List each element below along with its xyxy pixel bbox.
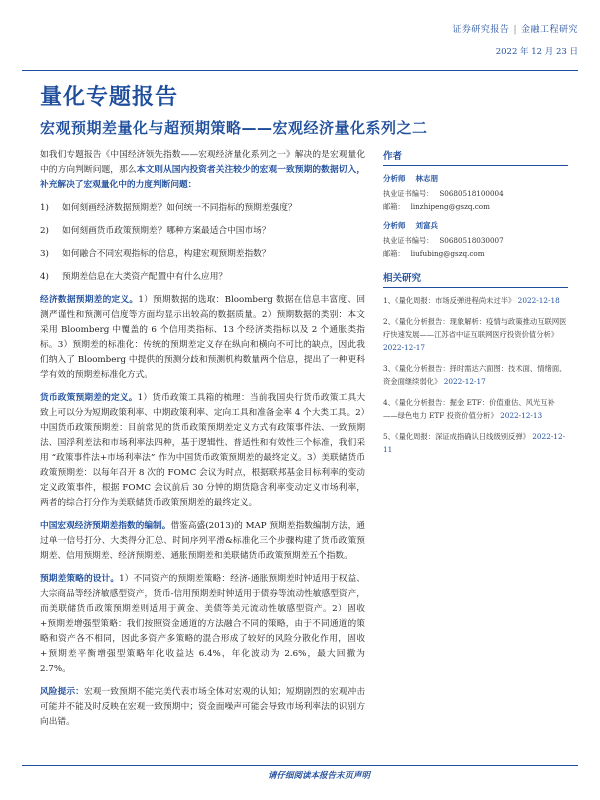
list-item bbox=[40, 270, 365, 285]
intro-paragraph bbox=[40, 148, 365, 193]
related-title: 4、《量化分析报告：掘金 ETF：价值重估、风光互补——绿色电力 ETF 投资价值分析》 bbox=[383, 398, 555, 420]
report-body bbox=[40, 148, 365, 738]
header-category bbox=[452, 22, 578, 35]
email-label: 邮箱： bbox=[383, 249, 405, 258]
related-title: 2、《量化分析报告：现象解析：疫情与政策推动互联网医疗快速发展——江苏省中证互联网医疗投资价值分析》 bbox=[383, 317, 567, 339]
question-text: 如何刻画货币政策预期差？哪种方案最适合中国市场？ bbox=[62, 226, 271, 236]
related-title: 5、《量化周报：深证成指确认日线级别反弹》 bbox=[383, 432, 530, 441]
related-date: 2022-12-17 bbox=[383, 343, 426, 352]
section-text: 借鉴高盛(2013)的 MAP 预期差指数编制方法，通过单一信号打分、大类得分汇总、时间序列平滑&标准化三个步骤构建了货币政策预期差、信用预期差、经济预期差、通胀预期差和美联储货币政策预期差五个指数。 bbox=[40, 521, 365, 561]
author-line bbox=[383, 219, 568, 232]
list-item bbox=[40, 224, 365, 239]
author-name: 刘富兵 bbox=[415, 221, 438, 230]
header-divider bbox=[22, 70, 578, 71]
section-paragraph bbox=[40, 572, 365, 677]
author-card bbox=[383, 172, 568, 213]
license-label: 执业证书编号： bbox=[383, 189, 434, 198]
page-footer bbox=[0, 763, 600, 782]
author-role: 分析师 bbox=[383, 221, 406, 230]
email-address[interactable]: linzhipeng@gszq.com bbox=[410, 202, 490, 211]
author-email bbox=[383, 200, 568, 213]
email-address[interactable]: liufubing@gszq.com bbox=[410, 249, 485, 258]
author-card bbox=[383, 219, 568, 260]
footer-disclaimer: 请仔细阅读本报告末页声明 bbox=[267, 771, 370, 781]
license-number: S0680518030007 bbox=[439, 236, 504, 245]
list-item bbox=[40, 247, 365, 262]
author-role: 分析师 bbox=[383, 174, 406, 183]
authors-heading: 作者 bbox=[383, 148, 568, 166]
intro-emphasis: 本文则从国内投资者关注较少的宏观一致预期的数据切入，补充解决了宏观量化中的力度判断问题： bbox=[40, 165, 366, 190]
risk-paragraph bbox=[40, 685, 365, 730]
author-name: 林志朋 bbox=[415, 174, 438, 183]
related-date: 2022-12-11 bbox=[383, 432, 566, 454]
author-line bbox=[383, 172, 568, 185]
related-item[interactable] bbox=[383, 430, 568, 456]
related-item[interactable] bbox=[383, 362, 568, 388]
related-date: 2022-12-17 bbox=[443, 377, 486, 386]
section-lead: 预期差策略的设计。 bbox=[40, 574, 120, 584]
risk-text: 宏观一致预期不能完美代表市场全体对宏观的认知；短期剧烈的宏观冲击可能并不能及时反映在宏观一致预期中；资金面噪声可能会导致市场利率法的识别方向出错。 bbox=[40, 687, 366, 727]
question-text: 预期差信息在大类资产配置中有什么应用？ bbox=[62, 272, 228, 282]
question-number: 4) bbox=[40, 272, 49, 282]
report-header bbox=[452, 22, 578, 57]
author-license bbox=[383, 234, 568, 247]
question-number: 2) bbox=[40, 226, 49, 236]
related-date: 2022-12-13 bbox=[500, 411, 543, 420]
email-label: 邮箱： bbox=[383, 202, 405, 211]
section-text: 1）货币政策工具箱的梳理：当前我国央行货币政策工具大致上可以分为短期政策利率、中期政策利率、定向工具和准备金率 4 个大类工具。2）中国货币政策预期差：目前常见的货币政策预期差定义方式有政策事件法、一致预期法、国浮利差法和市场利率法四种，基于逻辑性、普适性和有效性三个标准，我们采用 “政策事件法+市场利率法” 作为中国货币政策预期差的最终定义。3）美联储货币政策预期差：以每年召开 8 次的 FOMC 会议为时点，根据联邦基金目标利率的变动定义政策事件，根据 FOMC 会议前后 30 分钟的期货隐含利率变动定义市场利率，两者的综合打分作为美联储货币政策预期差的最终定义。 bbox=[40, 393, 366, 508]
list-item bbox=[40, 201, 365, 216]
related-item[interactable] bbox=[383, 396, 568, 422]
related-title: 1、《量化周报：市场反弹进程尚未过半》 bbox=[383, 296, 516, 305]
report-date: 2022 年 12 月 23 日 bbox=[495, 47, 578, 57]
section-lead: 货币政策预期差的定义。 bbox=[40, 393, 138, 403]
header-category-label: 证券研究报告 bbox=[452, 25, 510, 35]
section-text: 1）预期数据的选取：Bloomberg 数据在信息丰富度、回测严谨性和预测可信度等方面均显示出较高的数据质量。2）预期数据的类别：本文采用 Bloomberg 中覆盖的 6 个信用类指标、13 个经济类指标以及 2 个通胀类指标。3）预期差的标准化：传统的预期差定义存在纵向和横向不可比的缺点，因此我们纳入了 Bloomberg 中提供的预测分歧和预测机构数量两个信息，提出了一种更科学有效的预期差标准化方式。 bbox=[40, 295, 366, 380]
question-number: 1) bbox=[40, 203, 49, 213]
related-date: 2022-12-18 bbox=[517, 296, 560, 305]
license-label: 执业证书编号： bbox=[383, 236, 434, 245]
header-subcategory-label: 金融工程研究 bbox=[520, 25, 578, 35]
question-list bbox=[40, 201, 365, 285]
question-text: 如何融合不同宏观指标的信息，构建宏观预期差指数？ bbox=[62, 249, 271, 259]
related-item[interactable] bbox=[383, 315, 568, 354]
license-number: S0680518100004 bbox=[439, 189, 504, 198]
section-paragraph bbox=[40, 293, 365, 383]
section-lead: 中国宏观经济预期差指数的编制。 bbox=[40, 521, 171, 531]
related-research bbox=[383, 270, 568, 456]
header-separator: | bbox=[513, 25, 517, 35]
section-paragraph bbox=[40, 391, 365, 511]
report-type: 量化专题报告 bbox=[40, 85, 179, 110]
author-license bbox=[383, 187, 568, 200]
related-item[interactable] bbox=[383, 294, 568, 307]
sidebar bbox=[383, 148, 568, 464]
intro-text: 如我们专题报告《中国经济领先指数——宏观经济量化系列之一》解决的是宏观量化中的方向判断问题，那么 bbox=[40, 150, 365, 175]
related-title: 3、《量化分析报告：择时需达六面图：技术面、情绪面、资金面继续弱化》 bbox=[383, 364, 567, 386]
risk-lead: 风险提示： bbox=[40, 687, 84, 697]
related-heading: 相关研究 bbox=[383, 270, 568, 288]
page-title: 宏观预期差量化与超预期策略——宏观经济量化系列之二 bbox=[40, 119, 428, 137]
section-lead: 经济数据预期差的定义。 bbox=[40, 295, 139, 305]
question-text: 如何刻画经济数据预期差？如何统一不同指标的预期差强度？ bbox=[62, 203, 297, 213]
section-paragraph bbox=[40, 519, 365, 564]
question-number: 3) bbox=[40, 249, 49, 259]
author-email bbox=[383, 247, 568, 260]
section-text: 1）不同资产的预期差策略：经济-通胀预期差时钟适用于权益、大宗商品等经济敏感型资产，货币-信用预期差时钟适用于债券等流动性敏感型资产，而美联储货币政策预期差则适用于黄金、美债等美元流动性敏感型资产。2）固收+预期差增强型策略：我们按照资金通道的方法融合不同的策略，由于不同通道的策略和资产各不相同，因此多资产多策略的混合形成了较好的风险分散化作用，固收+预期差平衡增强型策略年化收益达 6.4%，年化波动为 2.6%，最大回撤为 2.7%。 bbox=[40, 574, 365, 674]
